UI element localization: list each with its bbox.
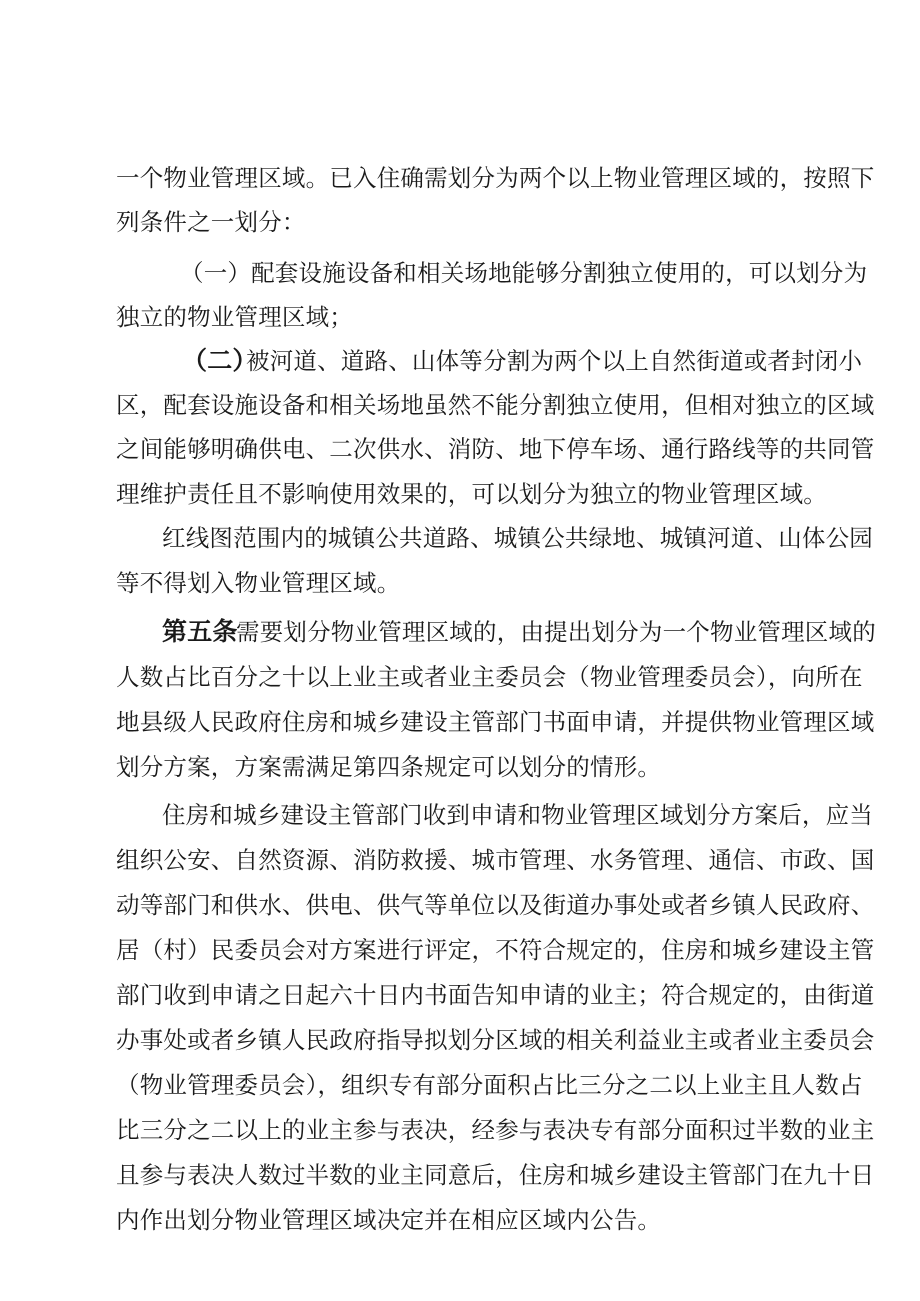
text-line: 动等部门和供水、供电、供气等单位以及街道办事处或者乡镇人民政府、 [116, 891, 875, 919]
text-line: 比三分之二以上的业主参与表决，经参与表决专有部分面积过半数的业主 [116, 1116, 875, 1144]
text-line: 组织公安、自然资源、消防救援、城市管理、水务管理、通信、市政、国 [116, 846, 875, 874]
text-line: 内作出划分物业管理区域决定并在相应区域内公告。 [116, 1206, 662, 1234]
text-line: 住房和城乡建设主管部门收到申请和物业管理区域划分方案后，应当 [162, 801, 873, 829]
text-line: 部门收到申请之日起六十日内书面告知申请的业主；符合规定的，由街道 [116, 981, 875, 1009]
text-line: 独立的物业管理区域； [116, 303, 353, 331]
text-line: 且参与表决人数过半数的业主同意后，住房和城乡建设主管部门在九十日 [116, 1161, 875, 1189]
clause-number [182, 343, 258, 379]
text-line: （物业管理委员会），组织专有部分面积占比三分之二以上业主且人数占 [116, 1071, 863, 1099]
text-line: 居（村）民委员会对方案进行评定，不符合规定的，住房和城乡建设主管 [116, 936, 875, 964]
text-line: 理维护责任且不影响使用效果的，可以划分为独立的物业管理区域。 [116, 480, 827, 508]
text-line: 需要划分物业管理区域的，由提出划分为一个物业管理区域的 [236, 618, 876, 646]
text-line: 办事处或者乡镇人民政府指导拟划分区域的相关利益业主或者业主委员会 [116, 1026, 875, 1054]
text-line: 地县级人民政府住房和城乡建设主管部门书面申请，并提供物业管理区域 [116, 708, 875, 736]
text-line: 人数占比百分之十以上业主或者业主委员会（物业管理委员会），向所在 [116, 663, 863, 691]
text-line: 之间能够明确供电、二次供水、消防、地下停车场、通行路线等的共同管 [116, 435, 875, 463]
text-line: （一）配套设施设备和相关场地能够分割独立使用的，可以划分为 [180, 259, 868, 287]
clause-number-label: （二） [182, 346, 258, 375]
article-number: 第五条 [162, 617, 238, 646]
text-line: 列条件之一划分： [116, 208, 306, 236]
article-heading [162, 614, 242, 650]
text-line: 区，配套设施设备和相关场地虽然不能分割独立使用，但相对独立的区域 [116, 391, 875, 419]
text-line: 一个物业管理区域。已入住确需划分为两个以上物业管理区域的，按照下 [116, 164, 875, 192]
text-line: 红线图范围内的城镇公共道路、城镇公共绿地、城镇河道、山体公园 [162, 524, 873, 552]
text-line: 被河道、道路、山体等分割为两个以上自然街道或者封闭小 [246, 347, 863, 375]
text-line: 划分方案，方案需满足第四条规定可以划分的情形。 [116, 753, 662, 781]
text-line: 等不得划入物业管理区域。 [116, 569, 401, 597]
